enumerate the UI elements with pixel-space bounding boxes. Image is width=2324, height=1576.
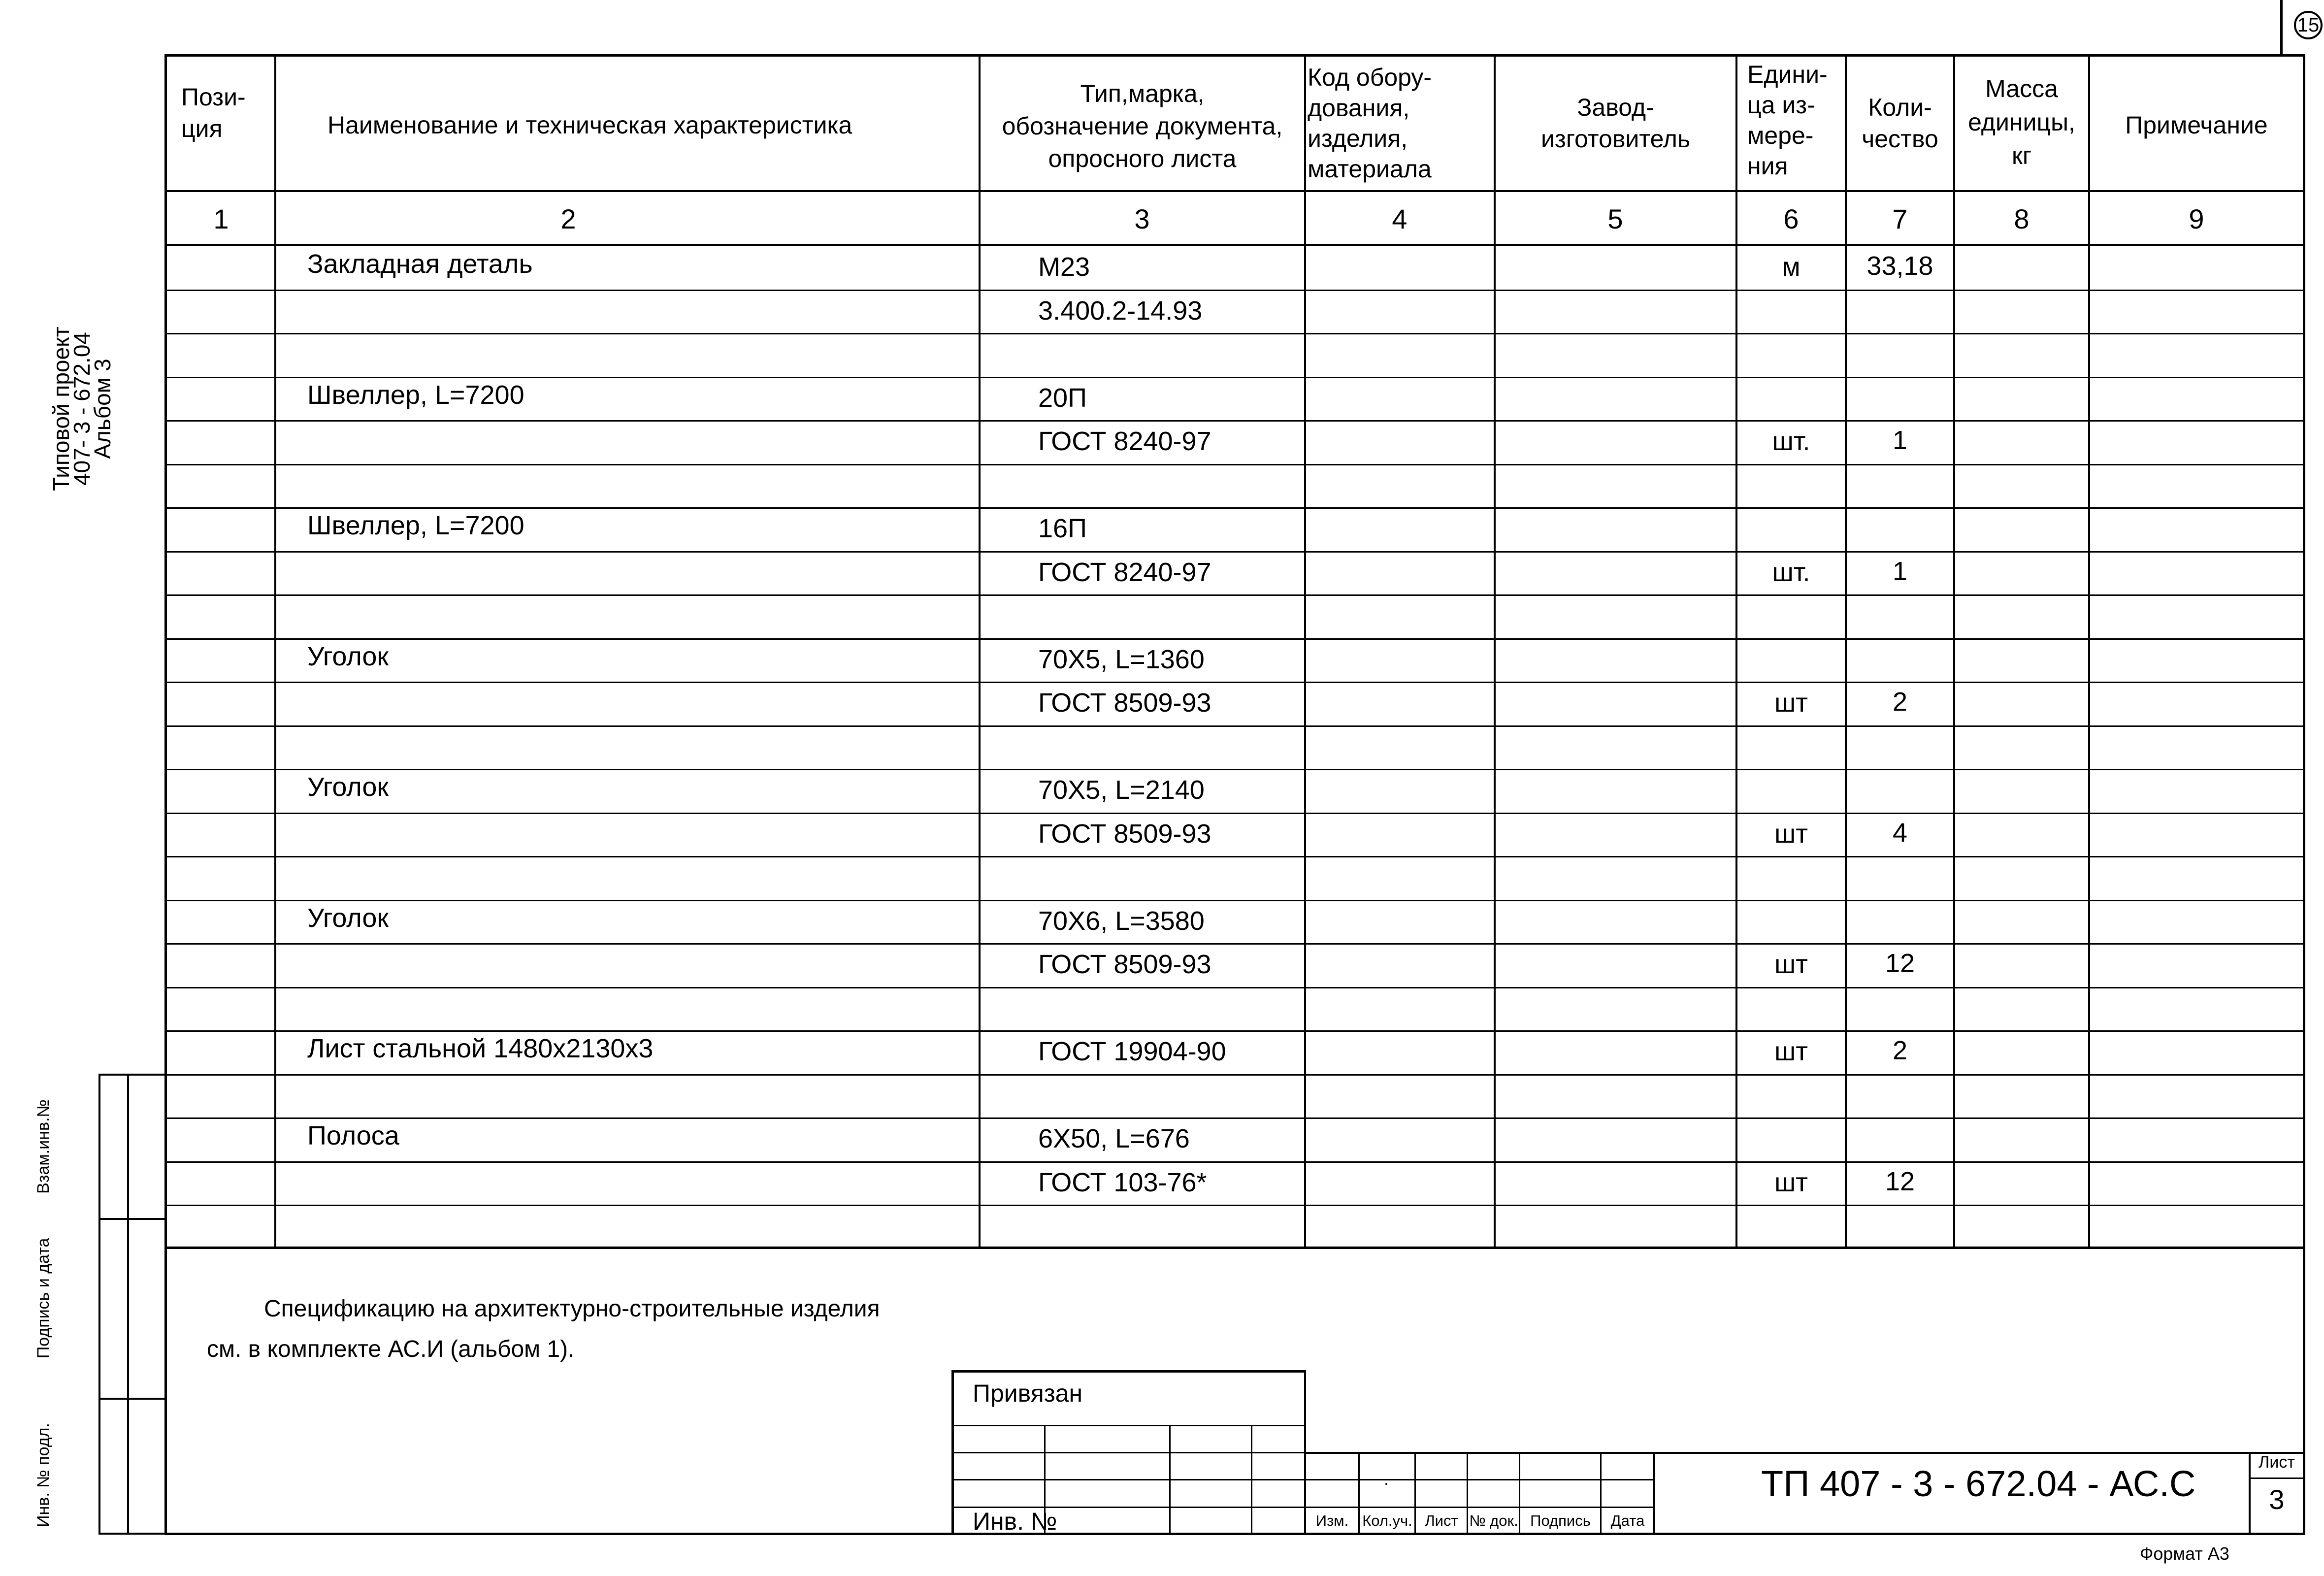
row-qty: 12 bbox=[1885, 949, 1915, 978]
row-line bbox=[164, 682, 2305, 683]
side-field-inv-podl: Инв. № подл. bbox=[34, 1423, 53, 1527]
row-name: Лист стальной 1480х2130х3 bbox=[307, 1034, 654, 1063]
row-name: Полоса bbox=[307, 1121, 399, 1150]
header-mass: Масса единицы, кг bbox=[1968, 75, 2075, 169]
col-number-3: 3 bbox=[1134, 203, 1150, 234]
colnum-bottom-line bbox=[164, 244, 2305, 246]
bound-h2 bbox=[951, 1452, 1306, 1453]
row-unit: шт bbox=[1774, 950, 1808, 979]
table-bottom-line bbox=[164, 1247, 2305, 1249]
row-type: ГОСТ 8509-93 bbox=[1038, 819, 1211, 849]
tb-h2 bbox=[1304, 1507, 1655, 1508]
row-line bbox=[164, 290, 2305, 291]
row-qty: 2 bbox=[1892, 687, 1908, 717]
row-type: 6Х50, L=676 bbox=[1038, 1124, 1190, 1153]
badge-frame-line bbox=[2280, 0, 2283, 55]
row-name: Уголок bbox=[307, 903, 389, 933]
side-field-podpis: Подпись и дата bbox=[34, 1238, 53, 1359]
row-line bbox=[164, 594, 2305, 596]
note-line2: см. в комплекте АС.И (альбом 1). bbox=[207, 1336, 575, 1362]
row-line bbox=[164, 507, 2305, 509]
col-sep-5 bbox=[1735, 54, 1737, 1248]
col-sep-7 bbox=[1953, 54, 1955, 1248]
header-type: Тип,марка, обозначение документа, опросного листа bbox=[1002, 80, 1283, 172]
row-line bbox=[164, 1074, 2305, 1076]
row-unit: шт bbox=[1774, 1037, 1808, 1066]
col-sep-8 bbox=[2088, 54, 2090, 1248]
row-qty: 4 bbox=[1892, 818, 1908, 848]
header-note: Примечание bbox=[2125, 111, 2268, 139]
header-unit: Едини- ца из- мере- ния bbox=[1747, 61, 1828, 180]
row-type: 70Х5, L=1360 bbox=[1038, 645, 1205, 674]
sheet-badge: 15 bbox=[2294, 11, 2323, 39]
row-type: 20П bbox=[1038, 383, 1087, 413]
row-line bbox=[164, 420, 2305, 422]
row-type: 70Х5, L=2140 bbox=[1038, 775, 1205, 805]
col-sep-2 bbox=[979, 54, 981, 1248]
row-line bbox=[164, 943, 2305, 945]
bound-v3 bbox=[1251, 1425, 1252, 1534]
side-stamp-line2: 407- 3 - 672.04 bbox=[69, 332, 95, 486]
row-type: ГОСТ 8509-93 bbox=[1038, 688, 1211, 718]
col-number-5: 5 bbox=[1607, 203, 1623, 234]
row-unit: шт. bbox=[1772, 558, 1810, 587]
row-name: Швеллер, L=7200 bbox=[307, 511, 524, 540]
note-line1: Спецификацию на архитектурно-строительные изделия bbox=[264, 1296, 880, 1322]
row-qty: 1 bbox=[1892, 426, 1908, 455]
format-label: Формат А3 bbox=[2140, 1543, 2229, 1564]
col-number-7: 7 bbox=[1892, 203, 1908, 234]
bound-h3 bbox=[951, 1479, 1306, 1480]
row-type: 16П bbox=[1038, 514, 1087, 543]
bound-top bbox=[951, 1370, 1306, 1373]
bound-v2 bbox=[1169, 1425, 1171, 1534]
sheet-number: 3 bbox=[2269, 1484, 2285, 1515]
row-qty: 2 bbox=[1892, 1036, 1908, 1065]
side-frame-inner bbox=[127, 1074, 129, 1534]
row-line bbox=[164, 769, 2305, 770]
row-type: ГОСТ 8240-97 bbox=[1038, 427, 1211, 456]
tb-col-label: Дата bbox=[1610, 1512, 1645, 1529]
row-type: 3.400.2-14.93 bbox=[1038, 296, 1203, 326]
row-line bbox=[164, 377, 2305, 378]
tb-col-label: Изм. bbox=[1315, 1512, 1349, 1529]
side-frame-bottom bbox=[98, 1533, 165, 1535]
col-number-1: 1 bbox=[213, 203, 229, 234]
frame-left bbox=[164, 54, 167, 1534]
row-type: ГОСТ 19904-90 bbox=[1038, 1037, 1226, 1066]
tb-sheet-sep bbox=[2249, 1478, 2305, 1479]
side-stamp-line1: Типовой проект bbox=[48, 327, 74, 491]
side-field-vzam: Взам.инв.№ bbox=[34, 1099, 53, 1194]
row-type: М23 bbox=[1038, 252, 1090, 282]
row-type: 70Х6, L=3580 bbox=[1038, 906, 1205, 936]
side-frame-sep1 bbox=[98, 1218, 165, 1220]
row-name: Швеллер, L=7200 bbox=[307, 380, 524, 410]
sheet-label: Лист bbox=[2259, 1453, 2295, 1472]
header-qty: Коли- чество bbox=[1862, 94, 1938, 153]
tb-top bbox=[1304, 1452, 2305, 1454]
tb-col-label: Кол.уч. bbox=[1362, 1512, 1412, 1529]
tb-col-label: № док. bbox=[1469, 1512, 1518, 1529]
row-line bbox=[164, 856, 2305, 857]
row-unit: шт bbox=[1774, 819, 1808, 849]
row-name: Закладная деталь bbox=[307, 249, 533, 279]
row-qty: 33,18 bbox=[1866, 251, 1933, 281]
row-type: ГОСТ 103-76* bbox=[1038, 1168, 1207, 1197]
row-line bbox=[164, 551, 2305, 553]
tb-dot: . bbox=[1384, 1470, 1389, 1489]
row-line bbox=[164, 1030, 2305, 1032]
side-frame-top bbox=[98, 1074, 165, 1076]
row-unit: шт. bbox=[1772, 427, 1810, 456]
frame-right bbox=[2303, 54, 2305, 1534]
row-line bbox=[164, 638, 2305, 640]
bound-h1 bbox=[951, 1425, 1306, 1426]
row-name: Уголок bbox=[307, 772, 389, 802]
side-frame-outer bbox=[98, 1074, 100, 1534]
row-type: ГОСТ 8240-97 bbox=[1038, 558, 1211, 587]
col-number-6: 6 bbox=[1783, 203, 1799, 234]
frame-top bbox=[164, 54, 2305, 57]
header-code: Код обору- дования, изделия, материала bbox=[1308, 64, 1432, 183]
row-unit: шт bbox=[1774, 1168, 1808, 1197]
col-sep-3 bbox=[1304, 54, 1306, 1248]
col-sep-1 bbox=[274, 54, 276, 1248]
header-bottom-line bbox=[164, 190, 2305, 192]
col-number-4: 4 bbox=[1392, 203, 1407, 234]
row-qty: 12 bbox=[1885, 1167, 1915, 1196]
row-name: Уголок bbox=[307, 642, 389, 671]
col-sep-4 bbox=[1494, 54, 1496, 1248]
row-line bbox=[164, 900, 2305, 901]
row-line bbox=[164, 464, 2305, 465]
header-maker: Завод- изготовитель bbox=[1540, 94, 1691, 153]
header-position: Пози- ция bbox=[181, 83, 246, 142]
row-line bbox=[164, 1161, 2305, 1163]
designation: ТП 407 - 3 - 672.04 - АС.С bbox=[1761, 1463, 2196, 1504]
tb-col-label: Подпись bbox=[1530, 1512, 1591, 1529]
frame-bottom bbox=[164, 1533, 2305, 1535]
row-line bbox=[164, 1117, 2305, 1119]
row-line bbox=[164, 1205, 2305, 1206]
bound-inv: Инв. № bbox=[973, 1508, 1057, 1535]
row-line bbox=[164, 725, 2305, 727]
tb-h1 bbox=[1304, 1479, 1655, 1480]
row-line bbox=[164, 987, 2305, 988]
col-number-2: 2 bbox=[560, 203, 576, 234]
tb-col-label: Лист bbox=[1425, 1512, 1458, 1529]
row-unit: шт bbox=[1774, 688, 1808, 718]
side-stamp bbox=[48, 318, 115, 500]
col-sep-6 bbox=[1845, 54, 1847, 1248]
row-line bbox=[164, 813, 2305, 814]
row-qty: 1 bbox=[1892, 557, 1908, 586]
row-type: ГОСТ 8509-93 bbox=[1038, 950, 1211, 979]
side-stamp-line3: Альбом 3 bbox=[90, 359, 115, 459]
bound-title: Привязан bbox=[973, 1379, 1083, 1407]
col-number-9: 9 bbox=[2189, 203, 2204, 234]
side-frame-sep2 bbox=[98, 1398, 165, 1400]
col-number-8: 8 bbox=[2014, 203, 2029, 234]
header-name: Наименование и техническая характеристика bbox=[327, 111, 852, 139]
row-unit: м bbox=[1782, 252, 1800, 282]
row-line bbox=[164, 333, 2305, 334]
